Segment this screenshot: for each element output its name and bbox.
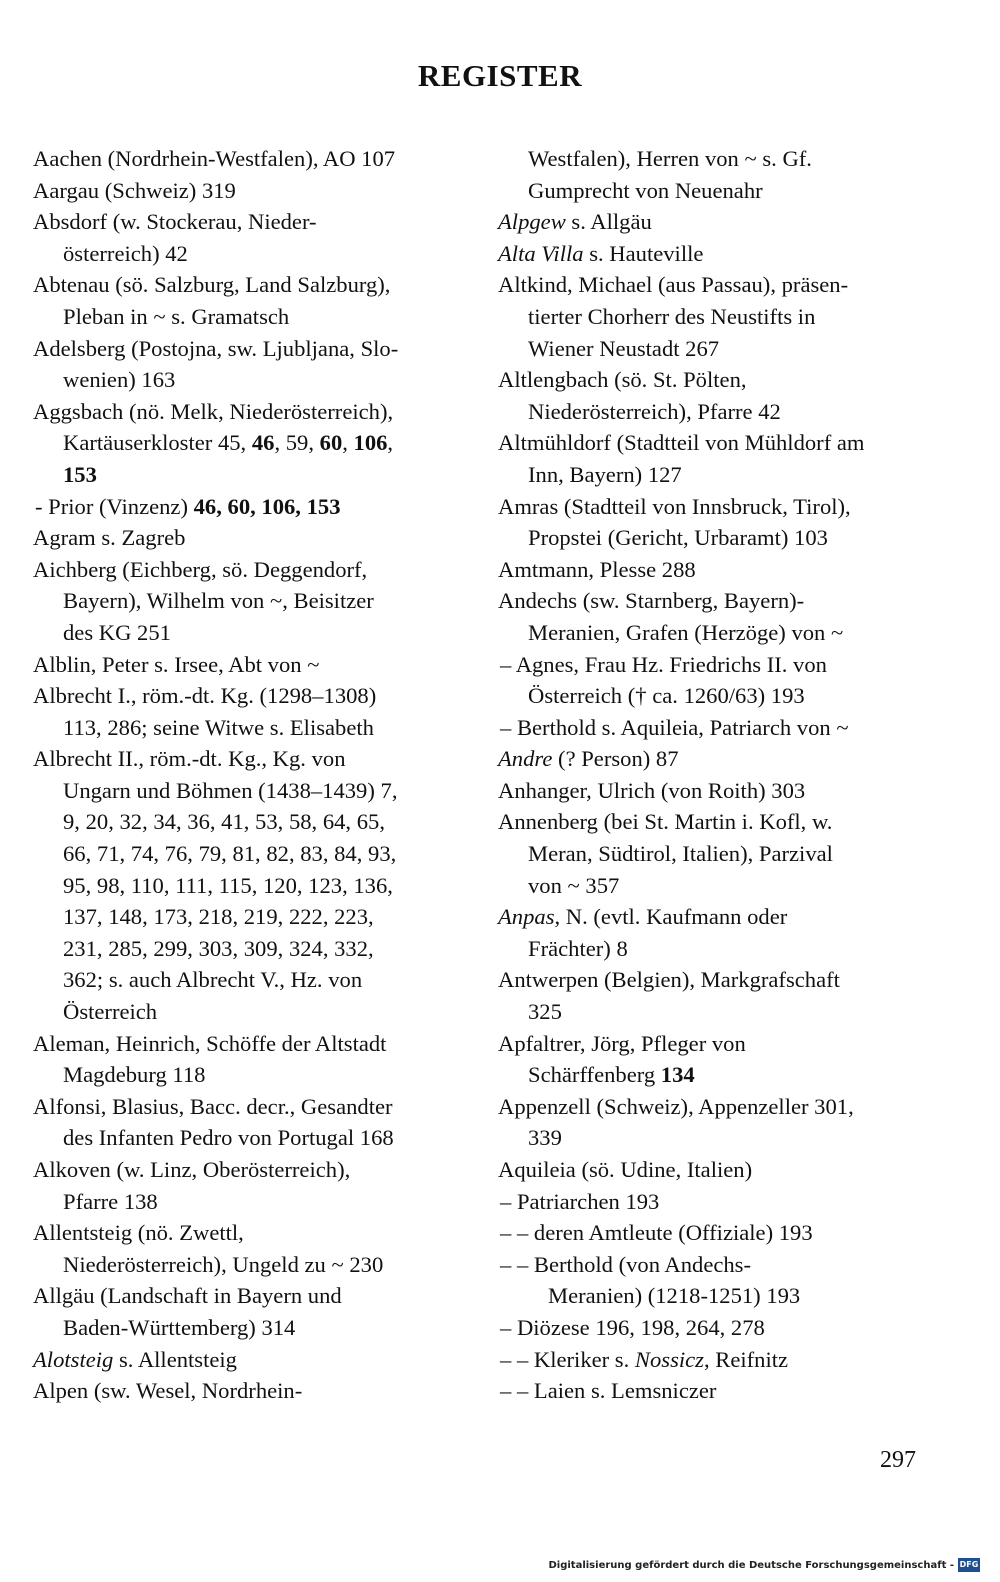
index-line: Gumprecht von Neuenahr xyxy=(528,177,763,203)
index-text: - Prior (Vinzenz) xyxy=(35,493,194,519)
index-text: s. Allentsteig xyxy=(113,1346,237,1372)
bold-page-ref: 106 xyxy=(353,430,388,456)
index-line: 325 xyxy=(528,999,562,1025)
index-line: – Agnes, Frau Hz. Friedrichs II. von xyxy=(500,651,827,677)
index-line: Amras (Stadtteil von Innsbruck, Tirol), xyxy=(498,493,851,519)
index-line xyxy=(498,1059,930,1091)
index-line: Baden-Württemberg) 314 xyxy=(63,1314,296,1340)
index-line: – Berthold s. Aquileia, Patriarch von ~ xyxy=(500,714,849,740)
index-line xyxy=(498,238,930,270)
index-line: Meranien) (1218-1251) 193 xyxy=(548,1283,801,1309)
funding-footer: Digitalisierung gefördert durch die Deutsche Forschungsgemeinschaft - xyxy=(548,1560,954,1571)
italic-term: Nossicz xyxy=(634,1346,704,1372)
index-line: Andechs (sw. Starnberg, Bayern)- xyxy=(498,588,805,614)
index-line: 95, 98, 110, 111, 115, 120, 123, 136, xyxy=(63,872,393,898)
index-line xyxy=(33,427,463,459)
index-line: Albrecht II., röm.-dt. Kg., Kg. von xyxy=(33,746,346,772)
index-line: Aggsbach (nö. Melk, Niederösterreich), xyxy=(33,398,394,424)
index-line: – – Berthold (von Andechs- xyxy=(500,1251,752,1277)
index-line: Aleman, Heinrich, Schöffe der Altstadt xyxy=(33,1030,387,1056)
bold-page-ref: 106 xyxy=(261,493,296,519)
register-column-left xyxy=(33,143,463,1407)
index-line: Meran, Südtirol, Italien), Parzival xyxy=(528,841,833,867)
index-text: , xyxy=(387,430,394,456)
index-line: – Patriarchen 193 xyxy=(500,1188,660,1214)
bold-page-ref: 60 xyxy=(319,430,343,456)
index-line: Allgäu (Landschaft in Bayern und xyxy=(33,1283,342,1309)
index-line: des KG 251 xyxy=(63,619,171,645)
index-line: Amtmann, Plesse 288 xyxy=(498,556,696,582)
index-line: Pfarre 138 xyxy=(63,1188,158,1214)
bold-page-ref: 134 xyxy=(660,1062,695,1088)
index-line: Albrecht I., röm.-dt. Kg. (1298–1308) xyxy=(33,683,377,709)
index-line xyxy=(33,459,463,491)
index-line: Annenberg (bei St. Martin i. Kofl, w. xyxy=(498,809,833,835)
italic-term: Alpgew xyxy=(498,209,566,235)
index-line: Aichberg (Eichberg, sö. Deggendorf, xyxy=(33,556,368,582)
italic-term: Anpas xyxy=(498,904,555,930)
page-number: 297 xyxy=(880,1447,916,1473)
index-line: Absdorf (w. Stockerau, Nieder- xyxy=(33,209,317,235)
index-line: Wiener Neustadt 267 xyxy=(528,335,720,361)
page-title: REGISTER xyxy=(417,58,583,93)
index-line: Österreich xyxy=(63,999,158,1025)
index-line: Alpen (sw. Wesel, Nordrhein- xyxy=(33,1378,303,1404)
dfg-logo-icon: DFG xyxy=(958,1558,980,1572)
index-line: – – Laien s. Lemsniczer xyxy=(500,1378,717,1404)
index-line: Altlengbach (sö. St. Pölten, xyxy=(498,367,747,393)
index-line: Bayern), Wilhelm von ~, Beisitzer xyxy=(63,588,374,614)
index-line: Aargau (Schweiz) 319 xyxy=(33,177,236,203)
italic-term: Alotsteig xyxy=(33,1346,114,1372)
index-line: Niederösterreich), Ungeld zu ~ 230 xyxy=(63,1251,384,1277)
index-line xyxy=(498,901,930,933)
index-line: Altmühldorf (Stadtteil von Mühldorf am xyxy=(498,430,865,456)
bold-page-ref: 153 xyxy=(63,461,97,487)
index-line: Antwerpen (Belgien), Markgrafschaft xyxy=(498,967,840,993)
index-line: Westfalen), Herren von ~ s. Gf. xyxy=(528,146,812,171)
index-line: 9, 20, 32, 34, 36, 41, 53, 58, 64, 65, xyxy=(63,809,385,835)
index-line: Niederösterreich), Pfarre 42 xyxy=(528,398,781,424)
index-line: Magdeburg 118 xyxy=(63,1062,206,1088)
index-text: , Reifnitz xyxy=(703,1346,789,1372)
index-line: 362; s. auch Albrecht V., Hz. von xyxy=(63,967,363,993)
index-text: s. Hauteville xyxy=(583,240,704,266)
bold-page-ref: , xyxy=(295,493,307,519)
index-line xyxy=(33,491,463,523)
index-line: Apfaltrer, Jörg, Pfleger von xyxy=(498,1030,746,1056)
index-line: des Infanten Pedro von Portugal 168 xyxy=(63,1125,394,1151)
bold-page-ref: 46 xyxy=(193,493,217,519)
index-line: Frächter) 8 xyxy=(528,935,628,961)
index-line: Propstei (Gericht, Urbaramt) 103 xyxy=(528,525,828,551)
bold-page-ref: 153 xyxy=(306,493,341,519)
bold-page-ref: , xyxy=(250,493,262,519)
index-line: Alfonsi, Blasius, Bacc. decr., Gesandter xyxy=(33,1093,393,1119)
index-line: wenien) 163 xyxy=(63,367,176,393)
index-line: Agram s. Zagreb xyxy=(33,525,186,551)
index-line: Aquileia (sö. Udine, Italien) xyxy=(498,1157,753,1182)
index-line: Allentsteig (nö. Zwettl, xyxy=(33,1220,244,1246)
index-line: Appenzell (Schweiz), Appenzeller 301, xyxy=(498,1093,854,1119)
index-line: – Diözese 196, 198, 264, 278 xyxy=(500,1314,765,1340)
italic-term: Alta Villa xyxy=(498,240,584,266)
index-line: österreich) 42 xyxy=(63,240,188,266)
index-line: 339 xyxy=(528,1125,562,1151)
index-line: Alblin, Peter s. Irsee, Abt von ~ xyxy=(33,651,320,677)
italic-term: Andre xyxy=(498,746,553,772)
index-line: – – deren Amtleute (Offiziale) 193 xyxy=(500,1220,813,1246)
index-text: , 59, xyxy=(274,430,320,456)
index-line xyxy=(498,206,930,238)
index-line: Altkind, Michael (aus Passau), präsen- xyxy=(498,272,849,298)
bold-page-ref: , xyxy=(216,493,228,519)
index-line xyxy=(498,1344,930,1376)
index-line: Aachen (Nordrhein-Westfalen), AO 107 xyxy=(33,146,396,171)
index-line: Adelsberg (Postojna, sw. Ljubljana, Slo- xyxy=(33,335,399,361)
index-line: Inn, Bayern) 127 xyxy=(528,461,682,487)
index-line: von ~ 357 xyxy=(528,872,620,898)
index-text: – – Kleriker s. xyxy=(500,1346,635,1372)
index-line: Ungarn und Böhmen (1438–1439) 7, xyxy=(63,777,398,803)
index-line xyxy=(33,1344,463,1376)
index-text: (? Person) 87 xyxy=(552,746,679,772)
index-text: , N. (evtl. Kaufmann oder xyxy=(554,904,788,930)
index-line: Abtenau (sö. Salzburg, Land Salzburg), xyxy=(33,272,391,298)
index-line: Meranien, Grafen (Herzöge) von ~ xyxy=(528,619,844,645)
index-line: Anhanger, Ulrich (von Roith) 303 xyxy=(498,777,806,803)
index-line: 137, 148, 173, 218, 219, 222, 223, xyxy=(63,904,374,930)
index-line: Österreich († ca. 1260/63) 193 xyxy=(528,683,805,709)
register-column-right xyxy=(498,143,930,1407)
index-text: Schärffenberg xyxy=(528,1062,661,1088)
index-text: , xyxy=(342,430,354,456)
index-line: Alkoven (w. Linz, Oberösterreich), xyxy=(33,1157,351,1182)
index-line xyxy=(498,743,930,775)
index-line: 113, 286; seine Witwe s. Elisabeth xyxy=(63,714,374,740)
index-text: s. Allgäu xyxy=(565,209,652,235)
index-line: Pleban in ~ s. Gramatsch xyxy=(63,303,290,329)
index-line: 66, 71, 74, 76, 79, 81, 82, 83, 84, 93, xyxy=(63,841,397,867)
index-text: Kartäuserkloster 45, xyxy=(63,430,252,456)
index-line: 231, 285, 299, 303, 309, 324, 332, xyxy=(63,935,374,961)
bold-page-ref: 60 xyxy=(227,493,251,519)
bold-page-ref: 46 xyxy=(251,430,275,456)
index-line: tierter Chorherr des Neustifts in xyxy=(528,303,816,329)
